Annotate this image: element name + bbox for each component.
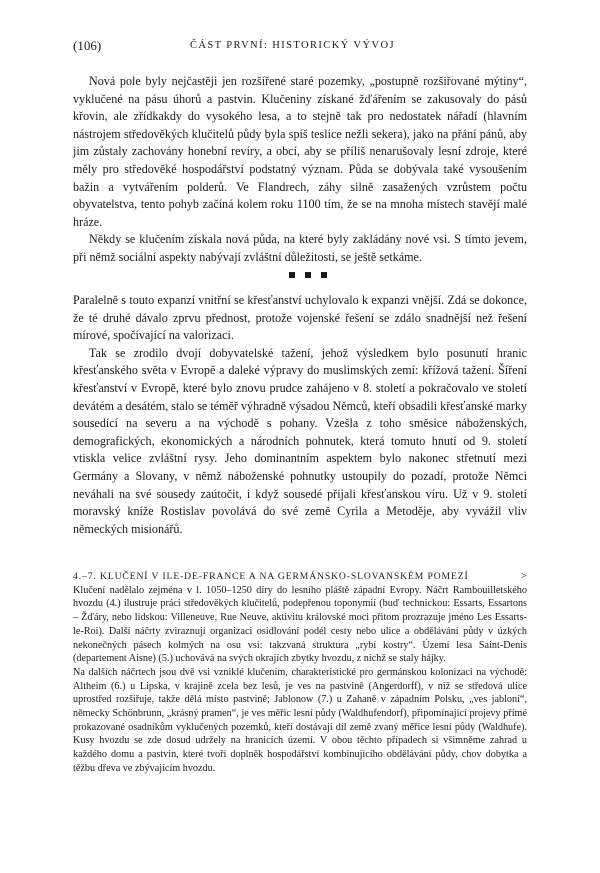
caption-paragraph: Na dalších náčrtech jsou dvě vsi vzniklé klučením, charakteristické pro germánskou kolonizaci na východě: Altheim (6.) u Lipska, v krajině zcela bez lesů, je ves na pastvině (Angerdorff), v níž se středová ulice uprostřed rozšiřuje, takže dělá místo pastvině; Jablonow (7.) u Zahaně v západním Polsku, „ves jabloní“, německy Schönbrunn, „krásný pramen“, je ves měřic lesní půdy (Waldhufendorf), připomínající projevy přímé prokazované osadníkům vyklučených pozemků, kteří dostávají díl země zvaný měřice lesní půdy (Waldhufe). Kusy hvozdu se zde dosud udržely na hranicích území. V obou těchto případech si všimněme zahrad u každého domu a pastvin, které tvoří doplněk hospodářství kombinujícího obdělávání půdy, chov dobytka a těžbu dřeva ve zbývajícím hvozdu. (73, 666, 527, 774)
separator-square (321, 272, 327, 278)
arrow-right-icon: > (520, 570, 527, 582)
paragraph: Nová pole byly nejčastěji jen rozšířené staré pozemky, „postupně rozšiřované mýtiny“, vyklučené na pásu úhorů a pastvin. Klučeniny získané žďářením se zakusovaly do pásů křovin, ale zřídkakdy do vysokého lesa, a to stejně tak pro nedostatek nářadí (hlavním nástrojem středověkých klučitelů půdy byla spíš teslice nežli sekera), jako na přání pánů, aby jim zůstaly zachovány honební revíry, a obcí, aby se příliš nenarušovaly lesní zdroje, které měly pro středověké hospodářství podstatný význam. Půda se dobývala také vysoušením bažin a vytvářením polderů. Ve Flandrech, záhy silně zasažených vzrůstem počtu obyvatelstva, tento pohyb začíná kolem roku 1100 tím, že se na mnoha místech stavějí malé hráze. (73, 74, 527, 229)
page-number: (106) (73, 38, 102, 53)
paragraph: Někdy se klučením získala nová půda, na které byly zakládány nové vsi. S tímto jevem, při němž sociální aspekty nabývají zvláštní důležitosti, se ještě setkáme. (73, 232, 527, 264)
paragraph: Tak se zrodilo dvojí dobyvatelské tažení, jehož výsledkem bylo posunutí hranic křesťanského světa v Evropě a daleké výpravy do muslimských zemí: křížová tažení. Šíření křesťanství v Evropě, které bylo znovu prudce zahájeno v 8. století a pokračovalo ve století devátém a desátém, stalo se téměř výhradně výsadou Němců, kteří obsadili křesťanské marky sousedící na severu a na východě s pohany. Vzešla z toho směsice náboženských, demografických, ekonomických a národních pohnutek, která tomuto hnutí od 9. století vtiskla velice zvláštní rysy. Jeho dominantním aspektem bylo nakonec střetnutí mezi Germány a Slovany, v němž náboženské pohnutky ustoupily do pozadí, protože Němci neváhali na své sousedy zaútočit, i když sousedé přijali křesťanskou víru. Už v 9. století moravský kníže Rostislav povolává do své země Cyrila a Metoděje, aby vyvážil vliv německých misionářů. (73, 345, 527, 536)
main-text-section-1 (73, 73, 527, 267)
separator-square (305, 272, 311, 278)
caption-heading: 4.–7. KLUČENÍ V ILE-DE-FRANCE A NA GERMÁNSKO-SLOVANSKÉM POMEZÍ (73, 571, 469, 582)
figure-caption (73, 570, 527, 776)
caption-heading-row (73, 570, 527, 584)
main-text-section-2 (73, 292, 527, 538)
caption-paragraph: Klučení nadělalo zejména v l. 1050–1250 díry do lesního pláště západní Evropy. Náčrt Rambouilletského hvozdu (4.) ilustruje práci středověkých klučitelů, podepřenou toponymií (buď technickou: Essarts, Essartons – Žďáry, nebo lidskou: Villeneuve, Rue Neuve, aktivitu královské moci přitom prozrazuje jméno Les Essarts-le-Roi). Další náčrty zviraznují organizaci osidlování podél cesty nebo ulice a obdělávání půdy v úzkých nekonečných pásech kolmých na osu vsi: takzvaná struktura „rybí kostry“. Území lesa Saint-Denis (departement Aisne) (5.) uchovává na svých okrajích zbytky hvozdu, z nichž se staly hájky. (73, 584, 527, 665)
section-separator (0, 267, 600, 282)
paragraph: Paralelně s touto expanzí vnitřní se křesťanství uchylovalo k expanzi vnější. Zdá se dokonce, že té druhé dávalo zprvu přednost, protože vojenské řešení se zdálo snadnější než řešení mírové, spočívající na valorizaci. (73, 293, 527, 343)
separator-square (289, 272, 295, 278)
running-title: ČÁST PRVNÍ: HISTORICKÝ VÝVOJ (190, 40, 395, 51)
